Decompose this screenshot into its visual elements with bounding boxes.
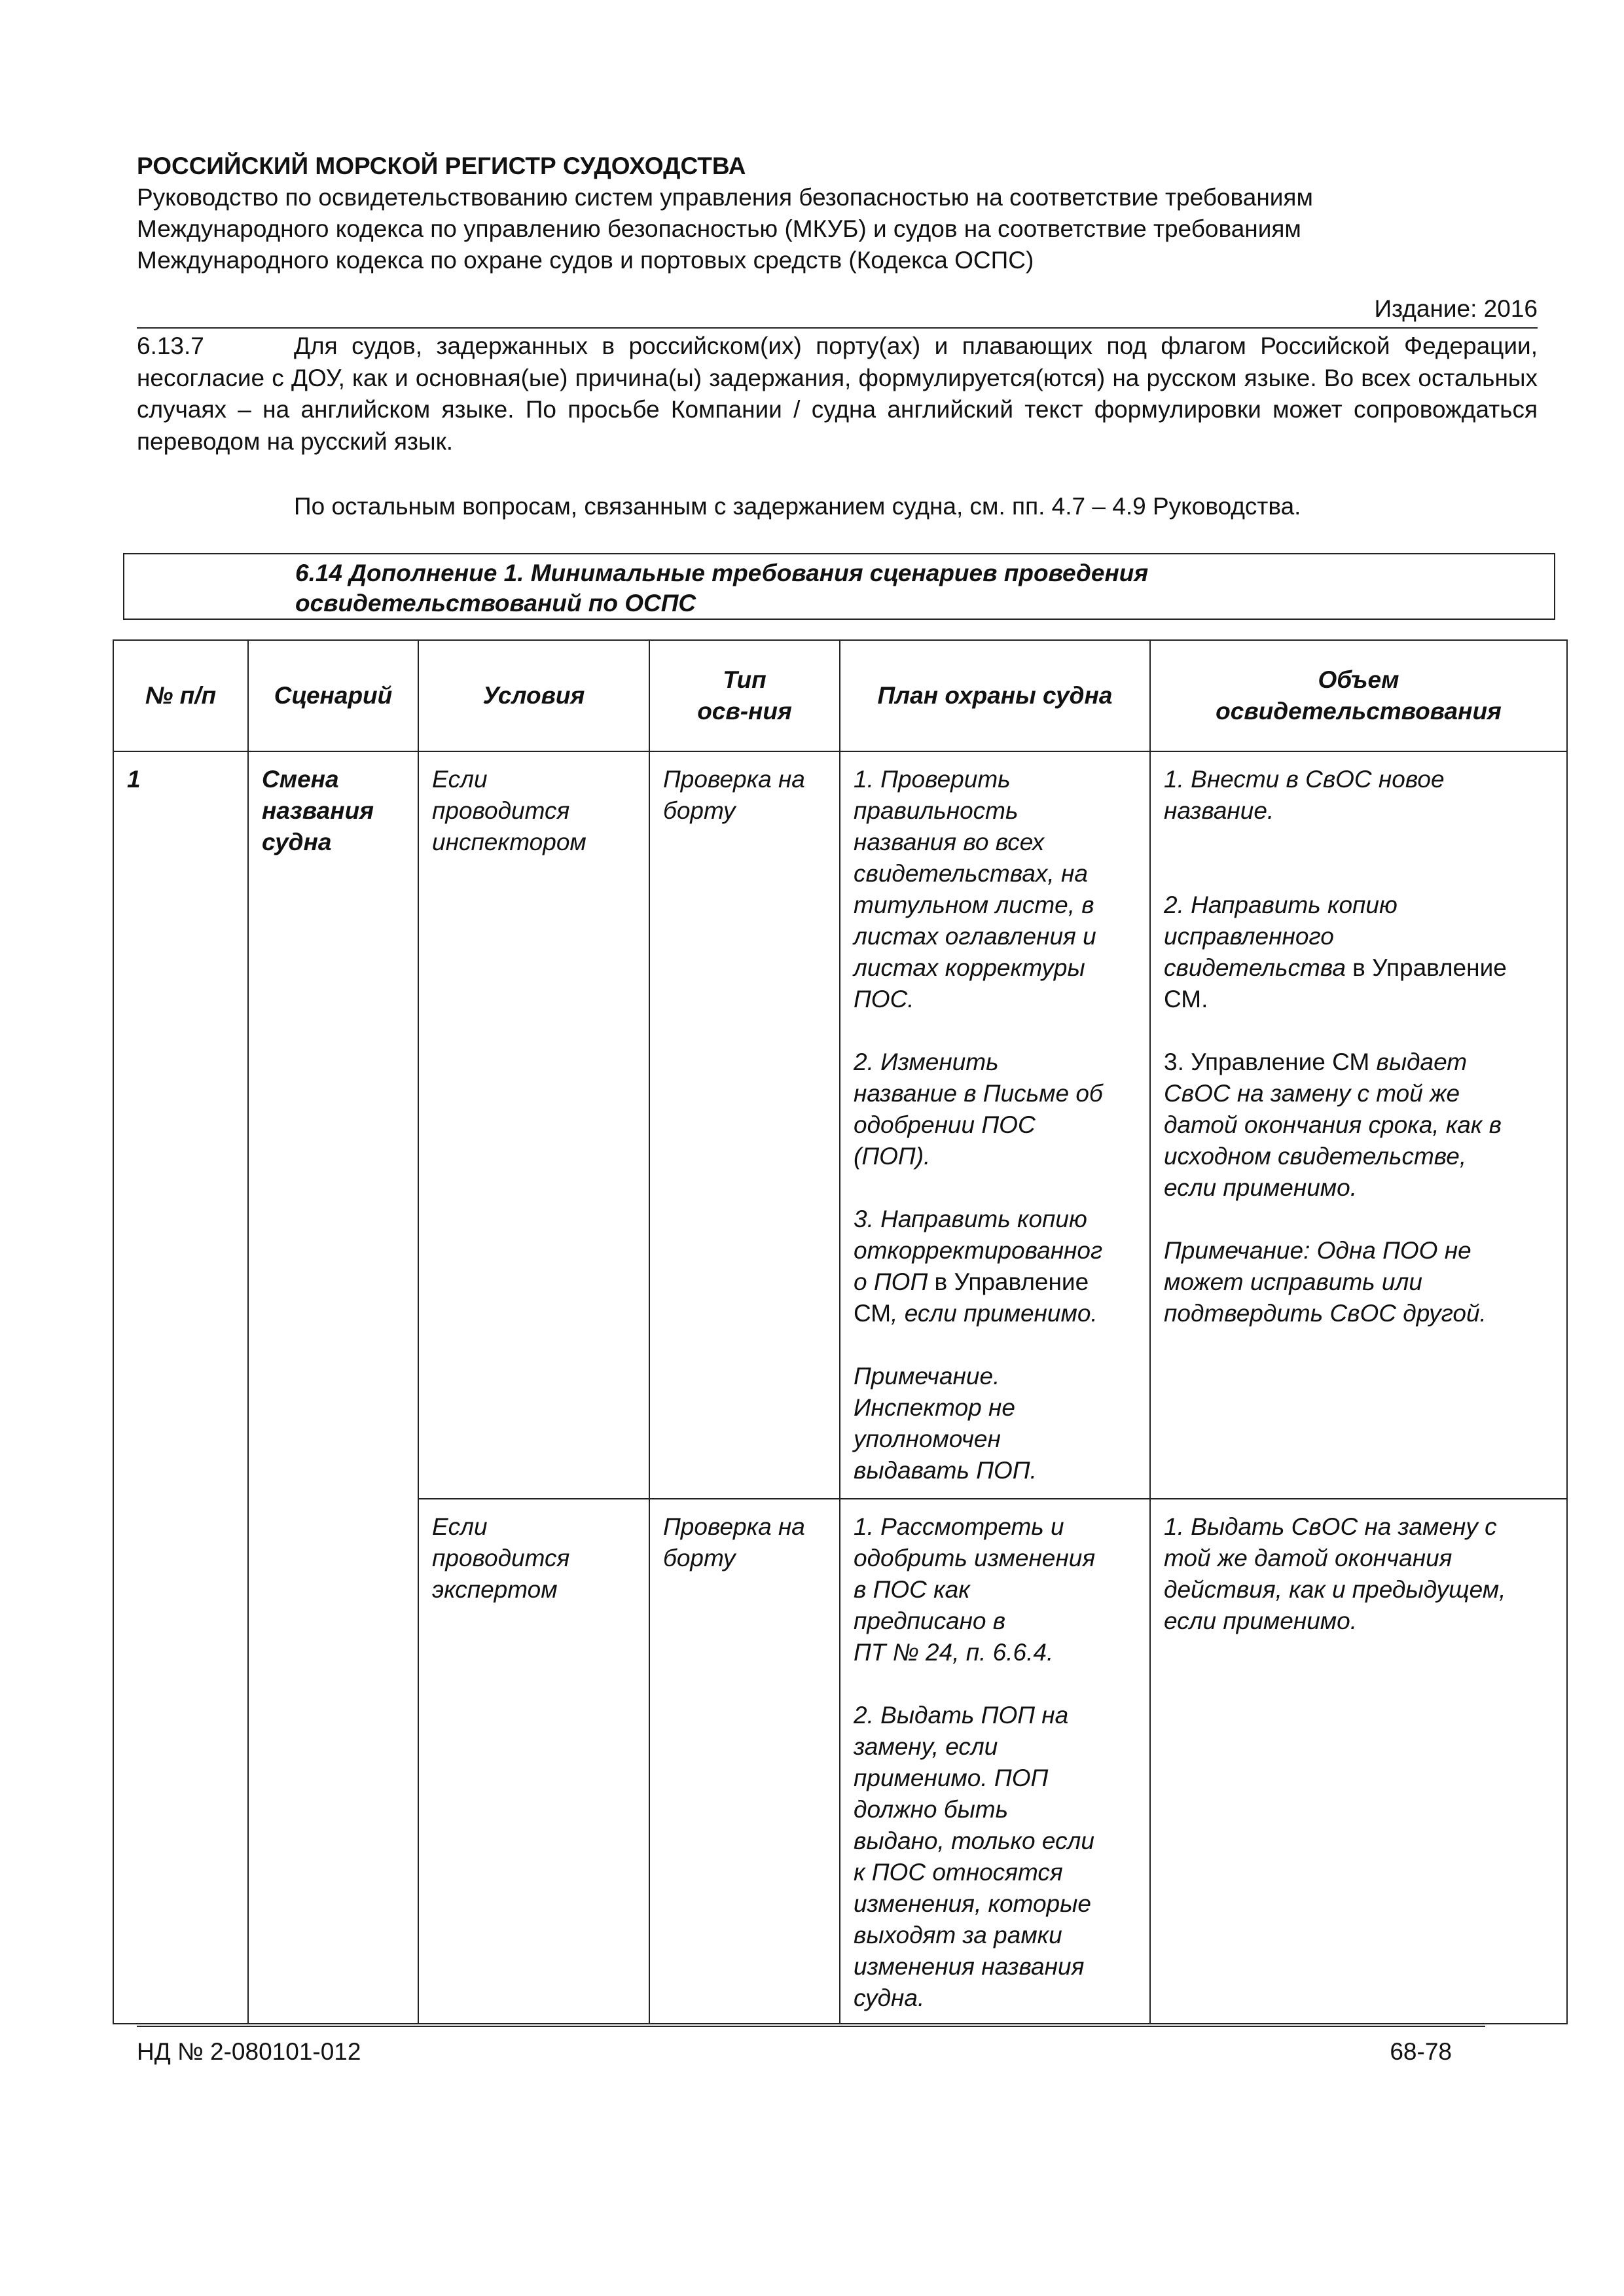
subtitle-line: Международного кодекса по управлению безопасностью (МКУБ) и судов на соответствие требованиям	[137, 215, 1301, 242]
cell-scope	[1150, 1499, 1567, 2024]
header-scope: Объем освидетельствования	[1150, 640, 1567, 751]
plan-note: Примечание. Инспектор не уполномочен выдавать ПОП.	[854, 1363, 1037, 1484]
plan-item: 3. Направить копию откорректированног о ПОП в Управление СМ, если применимо.	[854, 1206, 1103, 1327]
table-row	[113, 751, 1567, 1499]
cell-num: 1	[113, 751, 248, 2024]
scope-item: 3. Управление СМ выдает СвОС на замену с той же датой окончания срока, как в исходном свидетельстве, если применимо.	[1164, 1049, 1502, 1201]
header-plan: План охраны судна	[840, 640, 1150, 751]
plan-item: 2. Выдать ПОП на замену, если применимо. ПОП должно быть выдано, только если к ПОС относятся изменения, которые выходят за рамки изменения названия судна.	[854, 1702, 1094, 2011]
cell-type: Проверка на борту	[649, 1499, 840, 2024]
header-type: Тип осв-ния	[649, 640, 840, 751]
footer-divider	[137, 2026, 1485, 2027]
cell-conditions: Если проводится экспертом	[418, 1499, 649, 2024]
header-scenario: Сценарий	[248, 640, 418, 751]
cell-type: Проверка на борту	[649, 751, 840, 1499]
footer-page-number: 68-78	[1390, 2038, 1452, 2065]
plan-item: 1. Проверить правильность названия во всех свидетельствах, на титульном листе, в листах оглавления и листах корректуры ПОС.	[854, 766, 1096, 1013]
scope-item: 1. Выдать СвОС на замену с той же датой окончания действия, как и предыдущем, если применимо.	[1164, 1513, 1506, 1634]
header-num: № п/п	[113, 640, 248, 751]
header-divider	[137, 327, 1538, 329]
cell-plan	[840, 751, 1150, 1499]
paragraph-other-questions: По остальным вопросам, связанным с задержанием судна, см. пп. 4.7 – 4.9 Руководства.	[294, 493, 1301, 520]
cell-scope	[1150, 751, 1567, 1499]
section-title: 6.14 Дополнение 1. Минимальные требования сценариев проведения освидетельствований по ОСПС	[295, 560, 1149, 617]
cell-scenario: Смена названия судна	[248, 751, 418, 2024]
scenarios-table	[113, 639, 1568, 2024]
table-header-row	[113, 640, 1567, 751]
cell-conditions: Если проводится инспектором	[418, 751, 649, 1499]
cell-plan	[840, 1499, 1150, 2024]
header-conditions: Условия	[418, 640, 649, 751]
organization-name: РОССИЙСКИЙ МОРСКОЙ РЕГИСТР СУДОХОДСТВА	[137, 152, 746, 179]
paragraph-6-13-7	[137, 331, 1538, 457]
subtitle-line: Международного кодекса по охране судов и портовых средств (Кодекса ОСПС)	[137, 247, 1034, 274]
scope-item: 2. Направить копию исправленного свидетельства в Управление СМ.	[1164, 891, 1507, 1013]
plan-item: 1. Рассмотреть и одобрить изменения в ПОС как предписано в ПТ № 24, п. 6.6.4.	[854, 1513, 1096, 1666]
footer-doc-number: НД № 2-080101-012	[137, 2038, 361, 2065]
scope-item: 1. Внести в СвОС новое название.	[1164, 766, 1445, 824]
edition-label: Издание: 2016	[1374, 295, 1538, 322]
subtitle-line: Руководство по освидетельствованию систем управления безопасностью на соответствие требованиям	[137, 184, 1313, 211]
document-header	[137, 151, 1538, 276]
plan-item: 2. Изменить название в Письме об одобрении ПОС (ПОП).	[854, 1049, 1103, 1170]
section-title-box	[123, 553, 1555, 620]
paragraph-number: 6.13.7	[137, 332, 204, 359]
scope-note: Примечание: Одна ПОО не может исправить или подтвердить СвОС другой.	[1164, 1237, 1487, 1327]
paragraph-text: Для судов, задержанных в российском(их) порту(ах) и плавающих под флагом Российской Федерации, несогласие с ДОУ, как и основная(ые) причина(ы) задержания, формулируется(ются) на русском языке. Во всех остальных случаях – на английском языке. По просьбе Компании / судна английский текст формулировки может сопровождаться переводом на русский язык.	[137, 332, 1538, 455]
